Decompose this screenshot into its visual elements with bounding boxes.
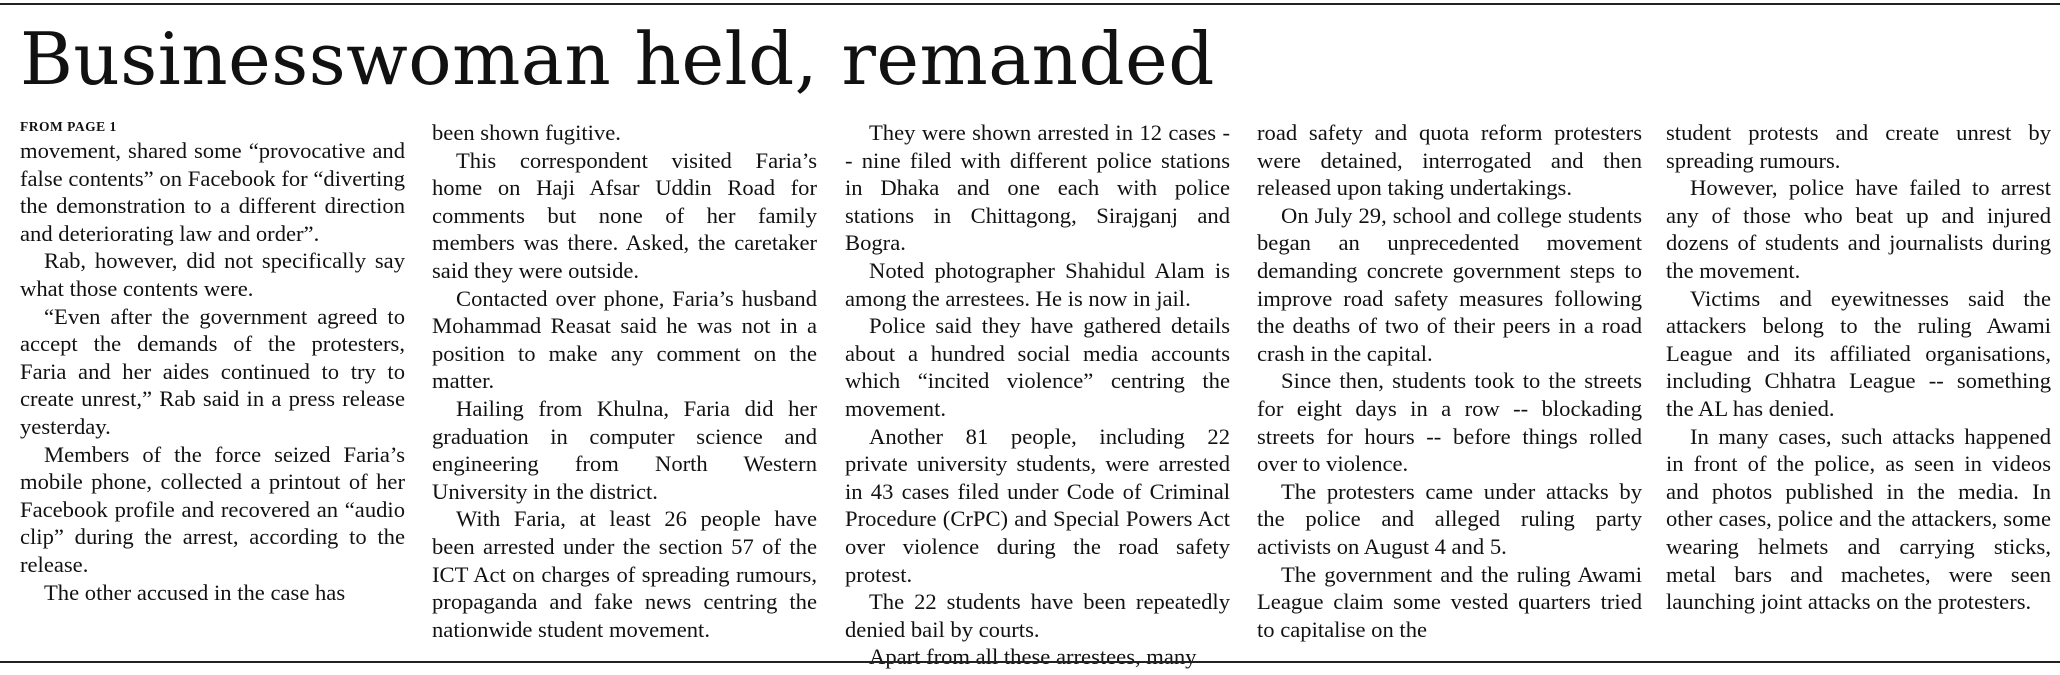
paragraph: Rab, however, did not specifically say what those contents were.: [20, 248, 405, 301]
paragraph: The protesters came under attacks by the police and alleged ruling party activists on August 4 and 5.: [1257, 478, 1642, 559]
paragraph: The government and the ruling Awami League claim some vested quarters tried to capitalise on the: [1257, 561, 1642, 642]
paragraph: With Faria, at least 26 people have been arrested under the section 57 of the ICT Act on charges of spreading rumours, propaganda and fake news centring the nationwide student movement.: [432, 506, 817, 642]
paragraph: However, police have failed to arrest any of those who beat up and injured dozens of students and journalists during the movement.: [1666, 175, 2051, 283]
paragraph: The 22 students have been repeatedly denied bail by courts.: [845, 589, 1230, 642]
paragraph: Since then, students took to the streets for eight days in a row -- blockading streets for hours -- before things rolled over to violence.: [1257, 368, 1642, 477]
paragraph: student protests and create unrest by spreading rumours.: [1666, 120, 2051, 173]
paragraph: They were shown arrested in 12 cases -- nine filed with different police stations in Dhaka and one each with police stations in Chittagong, Sirajganj and Bogra.: [845, 120, 1230, 256]
paragraph: been shown fugitive.: [432, 120, 621, 145]
paragraph: road safety and quota reform protesters were detained, interrogated and then released upon taking undertakings.: [1257, 120, 1642, 201]
paragraph: Police said they have gathered details about a hundred social media accounts which “incited violence” centring the movement.: [845, 313, 1230, 421]
paragraph: Hailing from Khulna, Faria did her graduation in computer science and engineering from North Western University in the district.: [432, 395, 817, 504]
article-body: [20, 119, 2052, 670]
column-4: [1257, 119, 1642, 652]
column-5: [1666, 119, 2051, 652]
paragraph: Members of the force seized Faria’s mobile phone, collected a printout of her Facebook profile and recovered an “audio clip” during the arrest, according to the release.: [20, 441, 405, 577]
paragraph: movement, shared some “provocative and false contents” on Facebook for “diverting the demonstration to a different direction and deteriorating law and order”.: [20, 138, 405, 246]
top-rule: [0, 3, 2060, 5]
jump-line: FROM PAGE 1: [20, 119, 117, 134]
headline: Businesswoman held, remanded: [20, 17, 1215, 101]
paragraph: Apart from all these arrestees, many: [869, 644, 1197, 670]
column-1: [20, 119, 405, 652]
paragraph: In many cases, such attacks happened in front of the police, as seen in videos and photos published in the media. In other cases, police and the attackers, some wearing helmets and carrying sticks, metal bars and machetes, were seen launching joint attacks on the protesters.: [1666, 423, 2051, 615]
paragraph: On July 29, school and college students began an unprecedented movement demanding concrete government steps to improve road safety measures following the deaths of two of their peers in a road crash in the capital.: [1257, 202, 1642, 366]
bottom-rule: [0, 661, 2060, 663]
paragraph: Contacted over phone, Faria’s husband Mohammad Reasat said he was not in a position to make any comment on the matter.: [432, 285, 817, 394]
paragraph: Victims and eyewitnesses said the attackers belong to the ruling Awami League and its affiliated organisations, including Chhatra League -- something the AL has denied.: [1666, 285, 2051, 421]
paragraph: “Even after the government agreed to accept the demands of the protesters, Faria and her aides continued to try to create unrest,” Rab said in a press release yesterday.: [20, 303, 405, 439]
paragraph: This correspondent visited Faria’s home on Haji Afsar Uddin Road for comments but none of her family members was there. Asked, the caretaker said they were outside.: [432, 147, 817, 283]
column-2: [432, 119, 817, 652]
paragraph: The other accused in the case has: [44, 579, 346, 605]
paragraph: Noted photographer Shahidul Alam is among the arrestees. He is now in jail.: [845, 257, 1230, 311]
column-3: [845, 119, 1230, 670]
paragraph: Another 81 people, including 22 private university students, were arrested in 43 cases filed under Code of Criminal Procedure (CrPC) and Special Powers Act over violence during the road safety protest.: [845, 423, 1230, 587]
